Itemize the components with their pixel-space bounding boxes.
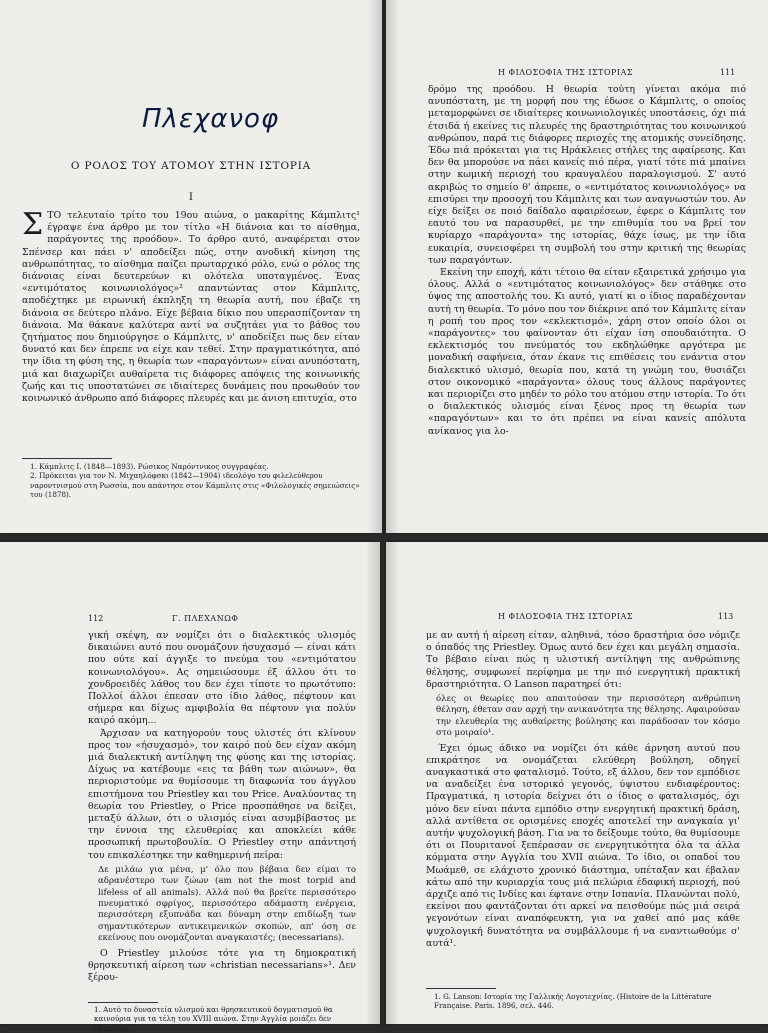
block-quote: Δε μιλάω για μένα, μ' όλο που βέβαια δεν είμαι το αδρανέστερο των ζώων (am not the most torpid and lifeless of all animals). Αλλά πού θα βρείτε περισσότερο πνευματικό σφρίγος, περισσότερο αδάμαστη ενέργεια, περισσότερη εξυπνάδα και δύναμη στην επιδίωξη των σημαντικότερων αντικειμενικών σκοπών, απ' όση σε εκείνους που ονομάζονται αναγκαιστές; (necessarians).: [98, 864, 356, 944]
footnote: 1. G. Lanson: Ιστορία της Γαλλικής Λογοτεχνίας. (Histoire de la Littérature Française. Paris. 1896, σελ. 446.: [434, 992, 712, 1011]
footnotes: [434, 992, 740, 1011]
body-text: [426, 630, 740, 950]
footnotes: [94, 1005, 356, 1033]
page-fold-shadow: [366, 542, 380, 1024]
running-head: Η ΦΙΛΟΣΟΦΙΑ ΤΗΣ ΙΣΤΟΡΙΑΣ: [498, 612, 634, 621]
page-113: [386, 542, 768, 1024]
paragraph: γική σκέψη, αν νομίζει ότι ο διαλεκτικός υλισμός δικαιώνει αυτό που ονομάζουν ήσυχασμό — είναι κάτι που ούτε καί άγγιξε το πνεύμα του «εντιμότατου κοινωνιολόγου». Ας σημειώσουμε έξ άλλου ότι το χονδροειδές λάθος του δεν έχει τίποτε το πρωτότυπο: Πολλοί άλλοι έπεσαν στο ίδιο λάθος, πέφτουν και σήμερα και δίχως αμφιβολία θα πέφτουν για πολύν καιρό ακόμη...: [88, 630, 356, 727]
page-fold-shadow: [386, 0, 400, 533]
drop-cap: Σ: [22, 207, 44, 242]
paragraph: Άρχισαν να κατηγορούν τους υλιστές ότι κλίνουν προς τον «ήσυχασμό», τον καιρό πού δεν είχαν ακόμη μιά διαλεκτική αντίληψη της φύσης και της ιστορίας. Δίχως να κατέβουμε «εις τα βάθη των αιώνων», θα περιοριστούμε να θυμίσουμε τη διαφωνία του άγγλου επιστήμονα του Priestley και του Price. Αναλύοντας τη θεωρία του Priestley, ο Price προσπάθησε να δείξει, μεταξύ άλλων, ότι ο υλισμός είναι ασυμβίβαστος με την έννοια της ελευθερίας και αποκλείει κάθε προσωπική πρωτοβουλία. Ο Priestley στην απάντησή του επικαλέστηκε την καθημερινή πείρα:: [88, 727, 356, 861]
running-head: Γ. ΠΛΕΧΑΝΩΦ: [172, 614, 239, 623]
page-number: 111: [720, 68, 736, 77]
page-fold-shadow: [386, 542, 400, 1024]
page-number: 112: [88, 614, 104, 623]
paragraph: [22, 207, 360, 405]
section-numeral: Ι: [188, 191, 194, 203]
paragraph-text: ΤΟ τελευταίο τρίτο του 19ου αιώνα, ο μακαρίτης Κάμπλιτς¹ έγραψε ένα άρθρο με τον τίτλο «Η διάνοια και το αίσθημα, παράγοντες της προόδου». Το άρθρο αυτό, αναφέρεται στον Σπένσερ και πάει ν' αποδείξει πώς, στην ανοδική κίνηση της ανθρωπότητας, το αίσθημα παίζει πρωταρχικό ρόλο, ενώ ο ρόλος της διάνοιας είναι δευτερεύων κι ολότελα υποταγμένος. Ένας «εντιμότατος κοινωνιολόγος»² απαντώντας στον Κάμπλιτς, αποδέχτηκε με ειρωνική έκπληξη τη θεωρία αυτή, που έβαζε τη διάνοια σε δεύτερο πλάνο. Είχε βέβαια δίκιο που υπερασπίζονταν τη διάνοια. Μα θάκανε καλύτερα αντί να συζητάει για το βάθος του ζητήματος που δημιούργησε ο Κάμπλιτς, ν' αποδείξει πως δεν είταν δυνατό και δεν έπρεπε να είχε καν τεθεί. Στην πραγματικότητα, από την ίδια τη φύση της, η θεωρία των «παραγόντων» είναι ανυπόστατη, μιά και διαχωρίζει αυθαίρετα τις διάφορες απόψεις της κοινωνικής ζωής και τις υποστατώνει σε ιδιαίτερες δυνάμεις που προωθούν τον κοινωνικό άνθρωπο από διάφορες πλευρές και με άνιση επιτυχία, στο: [22, 210, 360, 405]
body-text: [88, 630, 356, 984]
footnotes: [30, 462, 360, 500]
handwritten-author-name: Πλεχανοφ: [142, 104, 280, 134]
footnote-rule: [426, 988, 496, 989]
running-head: Η ΦΙΛΟΣΟΦΙΑ ΤΗΣ ΙΣΤΟΡΙΑΣ: [498, 68, 634, 77]
paragraph: Έχει όμως άδικο να νομίζει ότι κάθε άρνηση αυτού που επικράτησε να ονομάζεται ελεύθερη βούληση, οδηγεί αναγκαστικά στο φαταλισμό. Τούτο, εξ άλλου, δεν τον εμπόδισε να αναδείξει ένα ιστορικό γεγονός, ύψιστου ενδιαφέροντος: Πραγματικά, η ιστορία δείχνει ότι ο ίδιος ο φαταλισμός, όχι μόνο δεν είναι πάντα εμπόδιο στην ενεργητική πρακτική δράση, αλλά αντίθετα σε ορισμένες εποχές αποτελεί την αναγκαία γι' αυτήν ψυχολογική βάση. Για να το δείξουμε τούτο, θα θυμίσουμε ότι οι Πουριτανοί ξεπέρασαν σε ενεργητικότητα όλα τα άλλα κόμματα στην Αγγλία του XVII αιώνα. Το ίδιο, οι οπαδοί του Μωάμεθ, σε ελάχιστο χρονικό διάστημα, υπέταξαν και έβαλαν κάτω από την κυριαρχία τους μιά πελώρια έδαφική περιοχή, πού άρχιζε από τις Ινδίες και έφτανε στην Ισπανία. Πλανώνται πολύ, εκείνοι που φαντάζονται ότι αρκεί να πεισθούμε πώς μιά σειρά γεγονότων είναι αναπόφευκτη, για να χαθεί από μας κάθε ψυχολογική δυνατότητα να συμβάλλουμε ή να εναντιωθούμε σ' αυτά¹.: [426, 742, 740, 949]
page-112: [0, 542, 380, 1033]
footnote: 2. Πρόκειται για τον Ν. Μιχαηλόφσκι (1842—1904) ιδεολόγο του φιλελεύθερου ναροντνισμού στη Ρωσσία, που απάντησε στον Κάμπλιτς στις «Φιλολογικές σημειώσεις» του (1878).: [30, 471, 360, 500]
paragraph: Εκείνη την εποχή, κάτι τέτοιο θα είταν εξαιρετικά χρήσιμο για όλους. Αλλά ο «εντιμότατος κοινωνιολόγος» δεν στάθηκε στο ύψος της αποστολής του. Κι αυτό, γιατί κι ο ίδιος παραδέχονταν αυτή τη θεωρία. Το μόνο που τον διέκρινε από τον Κάμπλιτς είταν η ροπή του προς τον «εκλεκτισμό», χάρη στον οποίο όλοι οι «παράγοντες» του φαίνονταν ότι είχαν ίση σπουδαιότητα. Ο εκλεκτισμός του πνεύματός του εκδηλώθηκε αργότερα με μοναδική σαφήνεια, όταν έκανε τις επιθέσεις του ενάντια στον διαλεκτικό υλισμό, θεωρία που, κατά τη γνώμη του, θυσιάζει στον οικονομικό «παράγοντα» όλους τους άλλους παράγοντες και περιορίζει στο μηδέν το ρόλο του ατόμου στην ιστορία. Το ότι ο διαλεκτικός υλισμός είναι ξένος προς τη θεωρία των «παραγόντων» και το ότι πρέπει να είναι κανείς απόλυτα ανίκανος για λο-: [428, 267, 746, 437]
body-text: [428, 84, 746, 438]
block-quote: όλες οι θεωρίες που απαιτούσαν την περισσότερη ανθρώπινη θέληση, έθεταν σαν αρχή την ανικανότητα της θέλησης. Αφαιρούσαν την ελευθερία της αυθαίρετης βούλησης και παράδοσαν τον κόσμο στο μοιραίο¹.: [436, 694, 740, 739]
footnote-rule: [88, 1002, 158, 1003]
footnote-rule: [22, 458, 112, 459]
page-fold-shadow: [368, 0, 382, 533]
paragraph: δρόμο της προόδου. Η θεωρία τούτη γίνεται ακόμα πιό ανυπόστατη, με τη μορφή που της έδωσε ο Κάμπλιτς, ο οποίος μεταμορφώνει σε ιδιαίτερες κοινωνιολογικές υποστάσεις, όχι πιά έτσιδά ή εκείνες τις πλευρές της δραστηριότητας του κοινωνικού ανθρώπου, παρά τις διάφορες περιοχές της ατομικής συνείδησης. Έδω πιά πρόκειται για τις Ηράκλειες στήλες της αφαίρεσης. Και δεν θα μπορούσε να πάει κανείς πιό πέρα, γιατί τότε πιά μπαίνει στην κωμική περιοχή του κραυγαλέου παραλογισμού. Σ' αυτό ακριβώς το σημείο θ' άπρεπε, ο «εντιμότατος κοινωνιολόγος» να επισύρει την προσοχή του Κάμπλιτς και των αναγνωστών του. Αν είχε δείξει σε ποιό δαίδαλο αφαιρέσεων, έφερε ο Κάμπλιτς τον εαυτό του να παρασυρθεί, με την επιθυμία του να βρεί τον κυρίαρχο «παράγοντα» της ιστορίας, θάχε ίσως, με την ίδια ευκαιρία, συνεισφέρει τη συμβολή του στην κριτική της θεωρίας των παραγόντων.: [428, 84, 746, 266]
page-110: [0, 0, 382, 533]
footnote: 1. Αυτό το δυναστεία υλισμού και θρησκευτικού δογματισμού θα καινούρια για τα τέλη του XVIII αιώνα. Στην Αγγλία μοιάζει δεν εξακόλου...: [94, 1005, 333, 1033]
page-number: 113: [718, 612, 734, 621]
footnote: 1. Κάμπλιτς Ι. (1848—1893). Ρώσικος Ναρόντνικος συγγραφέας.: [30, 462, 269, 471]
paragraph: Ο Priestley μιλούσε τότε για τη δημοκρατική θρησκευτική αίρεση των «christian necessarians»¹. Δεν ξέρου-: [88, 947, 356, 984]
paragraph: με αν αυτή ή αίρεση είταν, αληθινά, τόσο δραστήρια όσο νόμιζε ο όπαδός της Priestley. Όμως αυτό δεν έχει και μεγάλη σημασία. Το βέβαιο είναι πώς η υλιστική αντίληψη της ανθρώπινης θέλησης, συμφωνεί περίφημα με την πιό ενεργητική πρακτική δραστηριότητα. Ο Lanson παρατηρεί ότι:: [426, 630, 740, 690]
page-111: [386, 0, 768, 533]
chapter-title: Ο ΡΟΛΟΣ ΤΟΥ ΑΤΟΜΟΥ ΣΤΗΝ ΙΣΤΟΡΙΑ: [70, 160, 312, 172]
body-text: [22, 207, 360, 405]
